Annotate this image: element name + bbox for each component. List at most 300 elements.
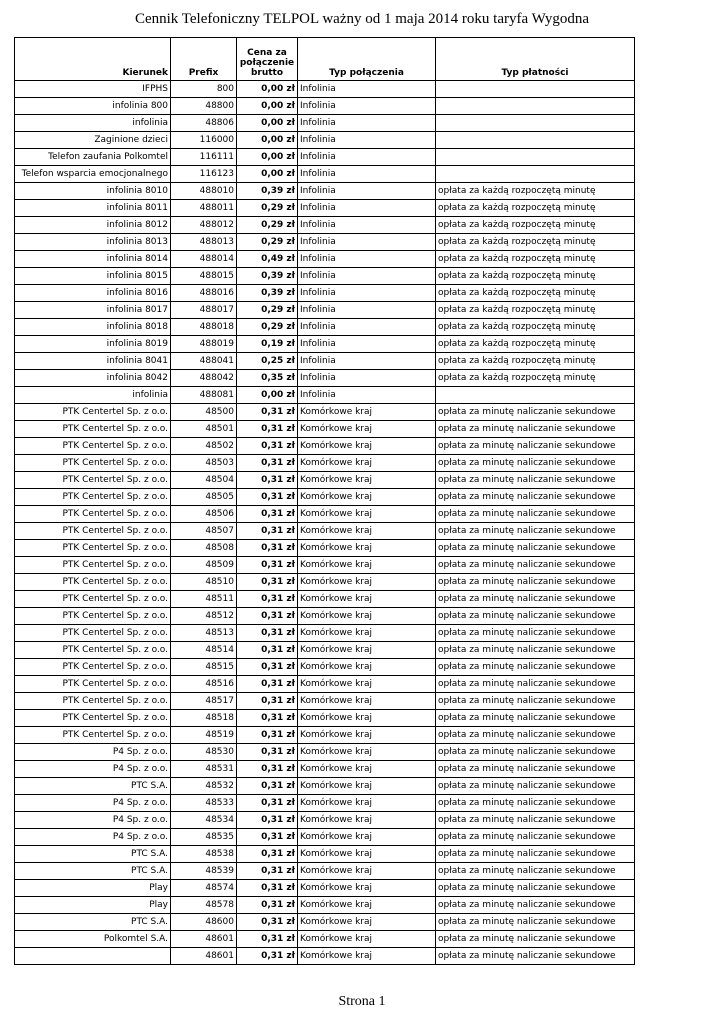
cell-prefix: 48519 — [171, 727, 237, 744]
cell-cena: 0,31 zł — [237, 846, 298, 863]
cell-prefix: 488016 — [171, 285, 237, 302]
cell-cena: 0,31 zł — [237, 523, 298, 540]
cell-typ-platnosci: opłata za minutę naliczanie sekundowe — [436, 727, 635, 744]
table-row — [15, 302, 635, 319]
table-row — [15, 421, 635, 438]
cell-typ-polaczenia: Komórkowe kraj — [298, 829, 436, 846]
cell-typ-polaczenia: Komórkowe kraj — [298, 438, 436, 455]
header-kierunek: Kierunek — [15, 38, 171, 81]
cell-prefix: 48535 — [171, 829, 237, 846]
cell-typ-platnosci: opłata za minutę naliczanie sekundowe — [436, 914, 635, 931]
table-row — [15, 625, 635, 642]
cell-kierunek: P4 Sp. z o.o. — [15, 761, 171, 778]
cell-kierunek: PTK Centertel Sp. z o.o. — [15, 608, 171, 625]
header-prefix: Prefix — [171, 38, 237, 81]
cell-typ-polaczenia: Komórkowe kraj — [298, 710, 436, 727]
cell-typ-platnosci: opłata za minutę naliczanie sekundowe — [436, 608, 635, 625]
cell-prefix: 48530 — [171, 744, 237, 761]
cell-prefix: 48532 — [171, 778, 237, 795]
cell-typ-polaczenia: Infolinia — [298, 132, 436, 149]
cell-prefix: 48504 — [171, 472, 237, 489]
cell-typ-polaczenia: Komórkowe kraj — [298, 608, 436, 625]
cell-prefix: 48518 — [171, 710, 237, 727]
table-row — [15, 829, 635, 846]
cell-prefix: 48509 — [171, 557, 237, 574]
cell-typ-polaczenia: Komórkowe kraj — [298, 659, 436, 676]
cell-typ-platnosci: opłata za każdą rozpoczętą minutę — [436, 319, 635, 336]
cell-cena: 0,19 zł — [237, 336, 298, 353]
cell-cena: 0,00 zł — [237, 166, 298, 183]
table-row — [15, 455, 635, 472]
cell-cena: 0,31 zł — [237, 863, 298, 880]
cell-typ-polaczenia: Komórkowe kraj — [298, 574, 436, 591]
cell-typ-polaczenia: Komórkowe kraj — [298, 863, 436, 880]
cell-cena: 0,00 zł — [237, 387, 298, 404]
table-row — [15, 98, 635, 115]
cell-typ-platnosci — [436, 81, 635, 98]
cell-prefix: 48515 — [171, 659, 237, 676]
table-row — [15, 81, 635, 98]
cell-typ-polaczenia: Komórkowe kraj — [298, 455, 436, 472]
cell-typ-polaczenia: Infolinia — [298, 115, 436, 132]
cell-kierunek: PTK Centertel Sp. z o.o. — [15, 506, 171, 523]
cell-typ-polaczenia: Komórkowe kraj — [298, 795, 436, 812]
cell-typ-platnosci: opłata za minutę naliczanie sekundowe — [436, 761, 635, 778]
cell-prefix: 48539 — [171, 863, 237, 880]
cell-typ-polaczenia: Infolinia — [298, 336, 436, 353]
cell-typ-platnosci — [436, 115, 635, 132]
cell-typ-polaczenia: Komórkowe kraj — [298, 778, 436, 795]
cell-cena: 0,31 zł — [237, 676, 298, 693]
cell-kierunek: Play — [15, 897, 171, 914]
cell-cena: 0,31 zł — [237, 591, 298, 608]
cell-kierunek: PTK Centertel Sp. z o.o. — [15, 540, 171, 557]
cell-typ-polaczenia: Komórkowe kraj — [298, 557, 436, 574]
cell-kierunek: infolinia 8017 — [15, 302, 171, 319]
table-header — [15, 38, 635, 81]
cell-typ-platnosci — [436, 166, 635, 183]
header-typ-platnosci: Typ płatności — [436, 38, 635, 81]
cell-typ-platnosci: opłata za minutę naliczanie sekundowe — [436, 574, 635, 591]
cell-prefix: 48511 — [171, 591, 237, 608]
cell-typ-polaczenia: Komórkowe kraj — [298, 693, 436, 710]
cell-kierunek: PTK Centertel Sp. z o.o. — [15, 642, 171, 659]
cell-prefix: 488014 — [171, 251, 237, 268]
cell-prefix: 488011 — [171, 200, 237, 217]
cell-cena: 0,31 zł — [237, 421, 298, 438]
cell-kierunek: PTK Centertel Sp. z o.o. — [15, 523, 171, 540]
cell-cena: 0,31 zł — [237, 404, 298, 421]
cell-typ-polaczenia: Komórkowe kraj — [298, 948, 436, 965]
cell-cena: 0,00 zł — [237, 132, 298, 149]
cell-typ-polaczenia: Komórkowe kraj — [298, 676, 436, 693]
cell-kierunek: infolinia 800 — [15, 98, 171, 115]
cell-typ-platnosci: opłata za minutę naliczanie sekundowe — [436, 472, 635, 489]
cell-typ-platnosci: opłata za każdą rozpoczętą minutę — [436, 234, 635, 251]
table-row — [15, 948, 635, 965]
cell-prefix: 48534 — [171, 812, 237, 829]
cell-cena: 0,31 zł — [237, 795, 298, 812]
cell-cena: 0,29 zł — [237, 217, 298, 234]
cell-prefix: 48574 — [171, 880, 237, 897]
cell-typ-polaczenia: Infolinia — [298, 387, 436, 404]
cell-typ-platnosci: opłata za każdą rozpoczętą minutę — [436, 353, 635, 370]
cell-typ-platnosci: opłata za minutę naliczanie sekundowe — [436, 625, 635, 642]
cell-prefix: 48600 — [171, 914, 237, 931]
cell-cena: 0,31 zł — [237, 744, 298, 761]
table-row — [15, 404, 635, 421]
table-row — [15, 166, 635, 183]
table-row — [15, 285, 635, 302]
cell-prefix: 488017 — [171, 302, 237, 319]
cell-kierunek: PTC S.A. — [15, 778, 171, 795]
cell-cena: 0,31 zł — [237, 642, 298, 659]
cell-prefix: 116000 — [171, 132, 237, 149]
cell-typ-polaczenia: Komórkowe kraj — [298, 523, 436, 540]
cell-kierunek: Telefon wsparcia emocjonalnego — [15, 166, 171, 183]
cell-cena: 0,39 zł — [237, 268, 298, 285]
cell-prefix: 48502 — [171, 438, 237, 455]
table-row — [15, 183, 635, 200]
cell-prefix: 48500 — [171, 404, 237, 421]
cell-cena: 0,31 zł — [237, 914, 298, 931]
cell-typ-platnosci: opłata za minutę naliczanie sekundowe — [436, 948, 635, 965]
cell-cena: 0,31 zł — [237, 880, 298, 897]
table-row — [15, 319, 635, 336]
cell-kierunek: infolinia 8041 — [15, 353, 171, 370]
cell-kierunek — [15, 948, 171, 965]
cell-typ-platnosci: opłata za minutę naliczanie sekundowe — [436, 659, 635, 676]
cell-typ-platnosci: opłata za minutę naliczanie sekundowe — [436, 676, 635, 693]
table-row — [15, 727, 635, 744]
cell-kierunek: PTK Centertel Sp. z o.o. — [15, 591, 171, 608]
table-row — [15, 659, 635, 676]
cell-cena: 0,31 zł — [237, 931, 298, 948]
cell-cena: 0,31 zł — [237, 693, 298, 710]
cell-cena: 0,31 zł — [237, 778, 298, 795]
table-row — [15, 812, 635, 829]
table-row — [15, 608, 635, 625]
cell-typ-platnosci: opłata za minutę naliczanie sekundowe — [436, 880, 635, 897]
cell-typ-platnosci: opłata za minutę naliczanie sekundowe — [436, 591, 635, 608]
cell-typ-polaczenia: Infolinia — [298, 200, 436, 217]
cell-cena: 0,31 zł — [237, 897, 298, 914]
table-row — [15, 336, 635, 353]
cell-prefix: 488012 — [171, 217, 237, 234]
cell-cena: 0,00 zł — [237, 149, 298, 166]
table-row — [15, 574, 635, 591]
cell-typ-platnosci: opłata za minutę naliczanie sekundowe — [436, 710, 635, 727]
cell-cena: 0,31 zł — [237, 455, 298, 472]
cell-typ-polaczenia: Infolinia — [298, 234, 436, 251]
cell-cena: 0,31 zł — [237, 761, 298, 778]
cell-cena: 0,31 zł — [237, 540, 298, 557]
page-footer: Strona 1 — [338, 994, 386, 1009]
cell-prefix: 48601 — [171, 931, 237, 948]
cell-typ-polaczenia: Komórkowe kraj — [298, 472, 436, 489]
cell-prefix: 488041 — [171, 353, 237, 370]
cell-cena: 0,31 zł — [237, 574, 298, 591]
cell-kierunek: infolinia 8018 — [15, 319, 171, 336]
cell-prefix: 48514 — [171, 642, 237, 659]
cell-kierunek: infolinia 8015 — [15, 268, 171, 285]
document-title: Cennik Telefoniczny TELPOL ważny od 1 maja 2014 roku taryfa Wygodna — [134, 11, 590, 27]
table-row — [15, 795, 635, 812]
table-row — [15, 880, 635, 897]
cell-kierunek: PTK Centertel Sp. z o.o. — [15, 489, 171, 506]
table-row — [15, 353, 635, 370]
cell-cena: 0,00 zł — [237, 115, 298, 132]
cell-prefix: 48531 — [171, 761, 237, 778]
table-row — [15, 693, 635, 710]
cell-typ-platnosci: opłata za minutę naliczanie sekundowe — [436, 557, 635, 574]
cell-kierunek: PTC S.A. — [15, 914, 171, 931]
table-row — [15, 268, 635, 285]
cell-cena: 0,29 zł — [237, 319, 298, 336]
cell-prefix: 116123 — [171, 166, 237, 183]
cell-typ-platnosci: opłata za każdą rozpoczętą minutę — [436, 370, 635, 387]
cell-prefix: 116111 — [171, 149, 237, 166]
cell-typ-platnosci: opłata za minutę naliczanie sekundowe — [436, 540, 635, 557]
cell-kierunek: PTC S.A. — [15, 863, 171, 880]
cell-typ-polaczenia: Komórkowe kraj — [298, 761, 436, 778]
cell-typ-polaczenia: Komórkowe kraj — [298, 506, 436, 523]
cell-prefix: 488013 — [171, 234, 237, 251]
cell-cena: 0,00 zł — [237, 98, 298, 115]
cell-typ-polaczenia: Komórkowe kraj — [298, 642, 436, 659]
table-row — [15, 557, 635, 574]
cell-kierunek: P4 Sp. z o.o. — [15, 829, 171, 846]
cell-typ-polaczenia: Infolinia — [298, 183, 436, 200]
table-row — [15, 387, 635, 404]
table-row — [15, 234, 635, 251]
cell-prefix: 488042 — [171, 370, 237, 387]
cell-typ-polaczenia: Infolinia — [298, 166, 436, 183]
cell-typ-polaczenia: Infolinia — [298, 319, 436, 336]
cell-kierunek: infolinia 8011 — [15, 200, 171, 217]
cell-typ-platnosci: opłata za każdą rozpoczętą minutę — [436, 217, 635, 234]
cell-typ-platnosci — [436, 98, 635, 115]
cell-cena: 0,39 zł — [237, 285, 298, 302]
cell-typ-polaczenia: Komórkowe kraj — [298, 489, 436, 506]
cell-typ-platnosci: opłata za minutę naliczanie sekundowe — [436, 421, 635, 438]
cell-typ-polaczenia: Infolinia — [298, 268, 436, 285]
table-row — [15, 489, 635, 506]
table-row — [15, 540, 635, 557]
cell-kierunek: infolinia 8016 — [15, 285, 171, 302]
cell-typ-polaczenia: Komórkowe kraj — [298, 625, 436, 642]
cell-prefix: 48512 — [171, 608, 237, 625]
cell-prefix: 48513 — [171, 625, 237, 642]
table-row — [15, 642, 635, 659]
table-row — [15, 863, 635, 880]
cell-kierunek: infolinia 8013 — [15, 234, 171, 251]
cell-prefix: 48800 — [171, 98, 237, 115]
cell-cena: 0,29 zł — [237, 200, 298, 217]
cell-cena: 0,31 zł — [237, 829, 298, 846]
cell-kierunek: P4 Sp. z o.o. — [15, 744, 171, 761]
cell-cena: 0,31 zł — [237, 727, 298, 744]
cell-typ-polaczenia: Infolinia — [298, 98, 436, 115]
cell-cena: 0,31 zł — [237, 506, 298, 523]
table-row — [15, 931, 635, 948]
cell-prefix: 48505 — [171, 489, 237, 506]
table-row — [15, 506, 635, 523]
cell-kierunek: infolinia 8010 — [15, 183, 171, 200]
cell-typ-polaczenia: Komórkowe kraj — [298, 421, 436, 438]
table-row — [15, 132, 635, 149]
table-body — [15, 81, 635, 965]
cell-typ-platnosci: opłata za każdą rozpoczętą minutę — [436, 251, 635, 268]
cell-kierunek: infolinia 8012 — [15, 217, 171, 234]
table-row — [15, 591, 635, 608]
cell-kierunek: PTK Centertel Sp. z o.o. — [15, 455, 171, 472]
table-row — [15, 370, 635, 387]
table-row — [15, 217, 635, 234]
cell-kierunek: P4 Sp. z o.o. — [15, 795, 171, 812]
cell-prefix: 48578 — [171, 897, 237, 914]
cell-cena: 0,00 zł — [237, 81, 298, 98]
cell-typ-polaczenia: Komórkowe kraj — [298, 744, 436, 761]
cell-kierunek: PTK Centertel Sp. z o.o. — [15, 710, 171, 727]
cell-cena: 0,49 zł — [237, 251, 298, 268]
cell-typ-platnosci: opłata za każdą rozpoczętą minutę — [436, 183, 635, 200]
cell-typ-polaczenia: Infolinia — [298, 353, 436, 370]
cell-typ-polaczenia: Komórkowe kraj — [298, 591, 436, 608]
table-row — [15, 846, 635, 863]
cell-prefix: 488019 — [171, 336, 237, 353]
cell-typ-platnosci: opłata za minutę naliczanie sekundowe — [436, 489, 635, 506]
cell-prefix: 48538 — [171, 846, 237, 863]
cell-prefix: 48506 — [171, 506, 237, 523]
cell-cena: 0,31 zł — [237, 472, 298, 489]
cell-kierunek: PTC S.A. — [15, 846, 171, 863]
cell-typ-platnosci: opłata za minutę naliczanie sekundowe — [436, 455, 635, 472]
cell-typ-platnosci — [436, 149, 635, 166]
cell-typ-polaczenia: Komórkowe kraj — [298, 846, 436, 863]
table-row — [15, 710, 635, 727]
cell-kierunek: P4 Sp. z o.o. — [15, 812, 171, 829]
header-typ-polaczenia: Typ połączenia — [298, 38, 436, 81]
table-row — [15, 149, 635, 166]
table-row — [15, 438, 635, 455]
cell-cena: 0,31 zł — [237, 438, 298, 455]
cell-typ-platnosci — [436, 132, 635, 149]
cell-typ-polaczenia: Infolinia — [298, 81, 436, 98]
cell-typ-polaczenia: Infolinia — [298, 217, 436, 234]
cell-typ-polaczenia: Komórkowe kraj — [298, 812, 436, 829]
table-row — [15, 200, 635, 217]
cell-kierunek: PTK Centertel Sp. z o.o. — [15, 404, 171, 421]
cell-typ-platnosci: opłata za każdą rozpoczętą minutę — [436, 285, 635, 302]
cell-typ-platnosci: opłata za minutę naliczanie sekundowe — [436, 523, 635, 540]
cell-typ-platnosci: opłata za minutę naliczanie sekundowe — [436, 863, 635, 880]
cell-typ-platnosci: opłata za minutę naliczanie sekundowe — [436, 829, 635, 846]
cell-typ-polaczenia: Infolinia — [298, 149, 436, 166]
cell-typ-polaczenia: Infolinia — [298, 370, 436, 387]
header-row — [15, 38, 635, 81]
cell-typ-polaczenia: Infolinia — [298, 285, 436, 302]
cell-prefix: 48533 — [171, 795, 237, 812]
table-row — [15, 523, 635, 540]
cell-typ-platnosci: opłata za minutę naliczanie sekundowe — [436, 795, 635, 812]
cell-prefix: 800 — [171, 81, 237, 98]
cell-typ-polaczenia: Komórkowe kraj — [298, 931, 436, 948]
cell-prefix: 48510 — [171, 574, 237, 591]
cell-kierunek: Telefon zaufania Polkomtel — [15, 149, 171, 166]
cell-prefix: 48516 — [171, 676, 237, 693]
cell-typ-platnosci: opłata za każdą rozpoczętą minutę — [436, 302, 635, 319]
cell-cena: 0,31 zł — [237, 659, 298, 676]
cell-typ-polaczenia: Komórkowe kraj — [298, 897, 436, 914]
table-row — [15, 914, 635, 931]
cell-prefix: 488018 — [171, 319, 237, 336]
cell-kierunek: PTK Centertel Sp. z o.o. — [15, 421, 171, 438]
cell-prefix: 48508 — [171, 540, 237, 557]
cell-cena: 0,31 zł — [237, 710, 298, 727]
cell-typ-platnosci: opłata za minutę naliczanie sekundowe — [436, 897, 635, 914]
cell-typ-platnosci: opłata za każdą rozpoczętą minutę — [436, 336, 635, 353]
cell-cena: 0,29 zł — [237, 302, 298, 319]
cell-cena: 0,39 zł — [237, 183, 298, 200]
cell-kierunek: infolinia 8019 — [15, 336, 171, 353]
price-table — [14, 37, 635, 965]
cell-typ-polaczenia: Komórkowe kraj — [298, 880, 436, 897]
cell-typ-polaczenia: Komórkowe kraj — [298, 914, 436, 931]
cell-typ-platnosci: opłata za minutę naliczanie sekundowe — [436, 642, 635, 659]
cell-prefix: 48517 — [171, 693, 237, 710]
cell-prefix: 488081 — [171, 387, 237, 404]
cell-typ-platnosci: opłata za minutę naliczanie sekundowe — [436, 846, 635, 863]
cell-kierunek: infolinia — [15, 115, 171, 132]
cell-typ-platnosci: opłata za każdą rozpoczętą minutę — [436, 268, 635, 285]
cell-cena: 0,31 zł — [237, 948, 298, 965]
cell-typ-polaczenia: Komórkowe kraj — [298, 727, 436, 744]
cell-cena: 0,35 zł — [237, 370, 298, 387]
table-row — [15, 744, 635, 761]
cell-typ-platnosci: opłata za minutę naliczanie sekundowe — [436, 438, 635, 455]
cell-prefix: 48507 — [171, 523, 237, 540]
cell-prefix: 48503 — [171, 455, 237, 472]
cell-typ-polaczenia: Komórkowe kraj — [298, 540, 436, 557]
table-row — [15, 761, 635, 778]
cell-typ-platnosci: opłata za minutę naliczanie sekundowe — [436, 506, 635, 523]
cell-typ-platnosci: opłata za minutę naliczanie sekundowe — [436, 931, 635, 948]
table-row — [15, 472, 635, 489]
table-row — [15, 778, 635, 795]
cell-kierunek: PTK Centertel Sp. z o.o. — [15, 693, 171, 710]
table-row — [15, 251, 635, 268]
cell-kierunek: infolinia — [15, 387, 171, 404]
cell-prefix: 488010 — [171, 183, 237, 200]
cell-cena: 0,31 zł — [237, 557, 298, 574]
cell-typ-platnosci — [436, 387, 635, 404]
table-row — [15, 897, 635, 914]
cell-kierunek: PTK Centertel Sp. z o.o. — [15, 557, 171, 574]
cell-typ-platnosci: opłata za minutę naliczanie sekundowe — [436, 744, 635, 761]
table-row — [15, 676, 635, 693]
cell-cena: 0,29 zł — [237, 234, 298, 251]
cell-prefix: 488015 — [171, 268, 237, 285]
cell-typ-polaczenia: Komórkowe kraj — [298, 404, 436, 421]
cell-kierunek: Polkomtel S.A. — [15, 931, 171, 948]
cell-kierunek: Play — [15, 880, 171, 897]
cell-typ-platnosci: opłata za minutę naliczanie sekundowe — [436, 404, 635, 421]
cell-kierunek: PTK Centertel Sp. z o.o. — [15, 574, 171, 591]
cell-kierunek: PTK Centertel Sp. z o.o. — [15, 438, 171, 455]
cell-kierunek: PTK Centertel Sp. z o.o. — [15, 727, 171, 744]
table-row — [15, 115, 635, 132]
